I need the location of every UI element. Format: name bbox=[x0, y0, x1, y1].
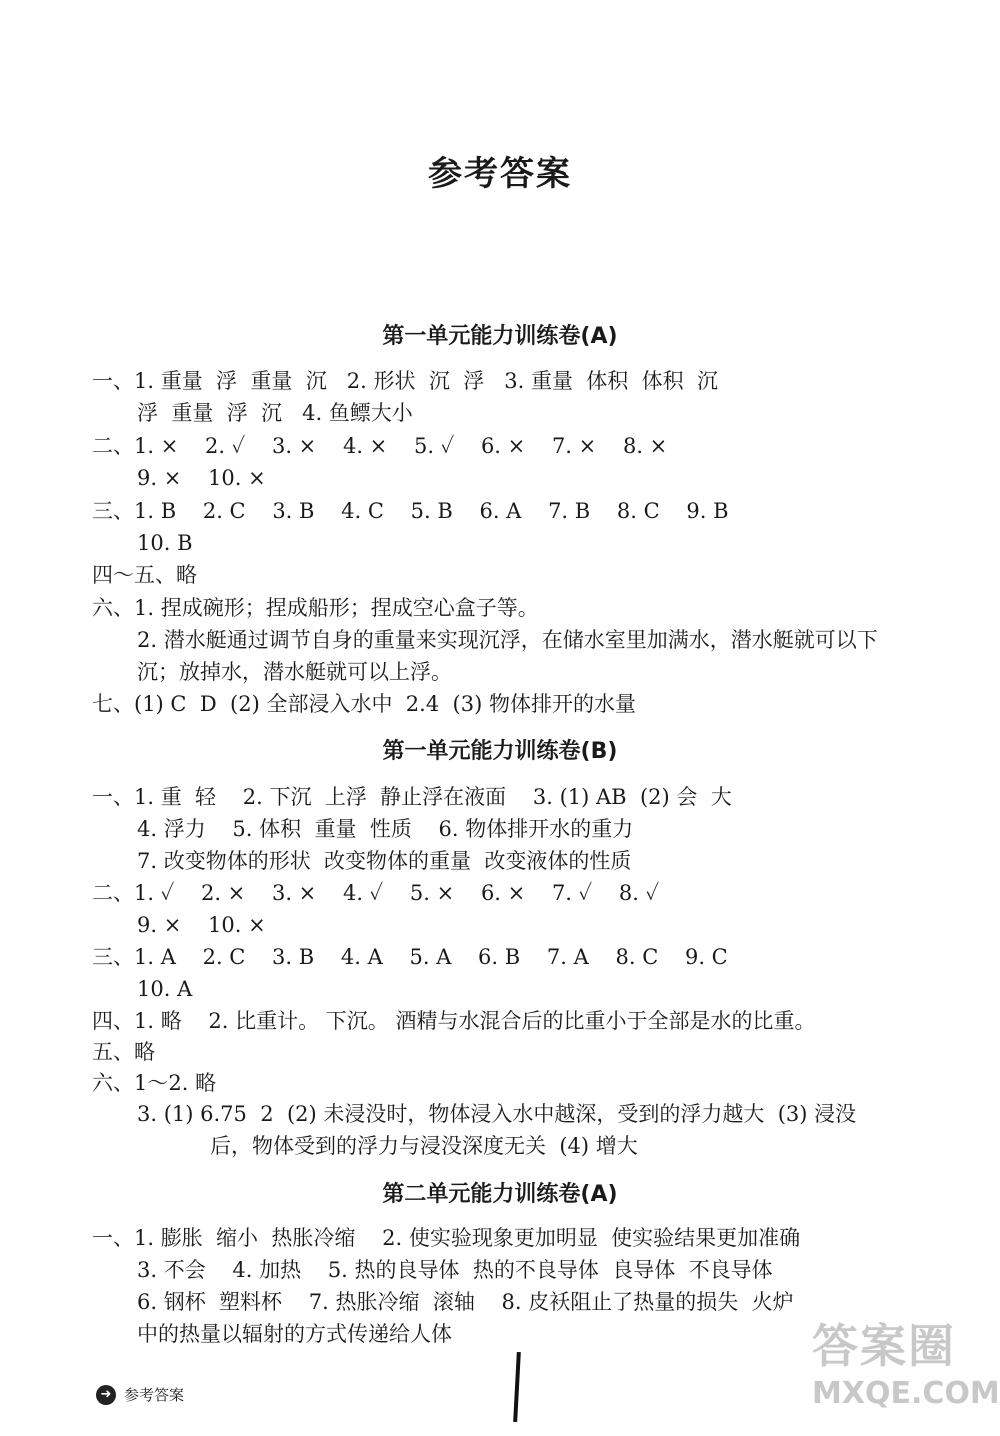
answer-line: 一、1. 膨胀 缩小 热胀冷缩 2. 使实验现象更加明显 使实验结果更加准确 bbox=[92, 1226, 801, 1250]
answer-line: 6. 钢杯 塑料杯 7. 热胀冷缩 滚轴 8. 皮袄阻止了热量的损失 火炉 bbox=[137, 1290, 794, 1314]
page-title: 参考答案 bbox=[428, 154, 572, 194]
answer-line: 一、1. 重量 浮 重量 沉 2. 形状 沉 浮 3. 重量 体积 体积 沉 bbox=[92, 369, 718, 393]
section-heading: 第二单元能力训练卷(A) bbox=[382, 1182, 618, 1207]
answer-line: 四、1. 略 2. 比重计。 下沉。 酒精与水混合后的比重小于全部是水的比重。 bbox=[92, 1009, 816, 1033]
page-mark bbox=[513, 1352, 521, 1422]
answer-line: 9. × 10. × bbox=[137, 913, 266, 937]
arrow-right-icon: ➜ bbox=[96, 1385, 116, 1405]
section-heading: 第一单元能力训练卷(A) bbox=[382, 324, 618, 349]
answer-line: 一、1. 重 轻 2. 下沉 上浮 静止浮在液面 3. (1) AB (2) 会 大 bbox=[92, 785, 732, 809]
answer-line: 六、1. 捏成碗形；捏成船形；捏成空心盒子等。 bbox=[92, 596, 539, 620]
answer-line: 三、1. A 2. C 3. B 4. A 5. A 6. B 7. A 8. C 9. C bbox=[92, 945, 728, 969]
answer-line: 10. A bbox=[137, 977, 193, 1001]
answer-line: 五、略 bbox=[92, 1040, 155, 1064]
answer-line: 沉；放掉水，潜水艇就可以上浮。 bbox=[137, 660, 452, 684]
answer-line: 四～五、略 bbox=[92, 563, 197, 587]
answer-line: 二、1. × 2. ✓ 3. × 4. × 5. ✓ 6. × 7. × 8. × bbox=[92, 434, 668, 458]
answer-line: 六、1～2. 略 bbox=[92, 1071, 217, 1095]
watermark-en: MXQE.COM bbox=[812, 1376, 1000, 1411]
footer bbox=[96, 1384, 184, 1405]
section-heading: 第一单元能力训练卷(B) bbox=[382, 739, 618, 764]
answer-line: 中的热量以辐射的方式传递给人体 bbox=[137, 1322, 452, 1346]
answer-line: 3. 不会 4. 加热 5. 热的良导体 热的不良导体 良导体 不良导体 bbox=[137, 1258, 773, 1282]
answer-line: 后，物体受到的浮力与浸没深度无关 (4) 增大 bbox=[210, 1134, 638, 1158]
watermark bbox=[812, 1318, 1000, 1430]
answer-line: 2. 潜水艇通过调节自身的重量来实现沉浮，在储水室里加满水，潜水艇就可以下 bbox=[137, 628, 878, 652]
watermark-cn: 答案圈 bbox=[812, 1319, 956, 1373]
answer-line: 浮 重量 浮 沉 4. 鱼鳔大小 bbox=[137, 401, 413, 425]
answer-line: 3. (1) 6.75 2 (2) 未浸没时，物体浸入水中越深，受到的浮力越大 (3) 浸没 bbox=[137, 1102, 857, 1126]
answer-line: 七、(1) C D (2) 全部浸入水中 2.4 (3) 物体排开的水量 bbox=[92, 692, 636, 716]
answer-line: 10. B bbox=[137, 531, 193, 555]
answer-line: 9. × 10. × bbox=[137, 466, 266, 490]
footer-label: 参考答案 bbox=[124, 1386, 185, 1404]
answer-line: 二、1. ✓ 2. × 3. × 4. ✓ 5. × 6. × 7. ✓ 8. ✓ bbox=[92, 881, 660, 905]
answer-line: 4. 浮力 5. 体积 重量 性质 6. 物体排开水的重力 bbox=[137, 817, 634, 841]
answer-line: 三、1. B 2. C 3. B 4. C 5. B 6. A 7. B 8. C 9. B bbox=[92, 499, 729, 523]
answer-line: 7. 改变物体的形状 改变物体的重量 改变液体的性质 bbox=[137, 849, 632, 873]
